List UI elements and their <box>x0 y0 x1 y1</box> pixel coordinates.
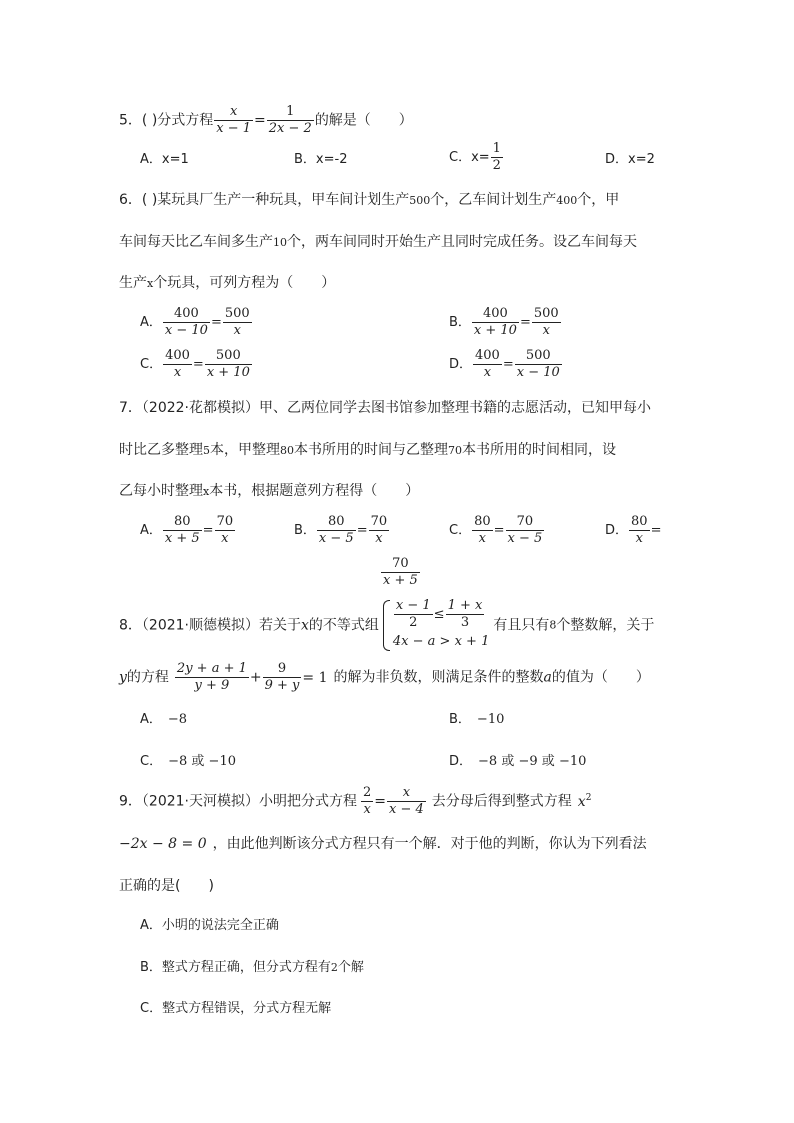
q6-a-num2: 500 <box>224 306 250 321</box>
q7-a-den1: x + 5 <box>164 531 200 546</box>
q6-num-10: 10 <box>273 236 287 249</box>
q7-c-num2: 70 <box>506 514 545 531</box>
q6-a-den2: x <box>233 323 241 338</box>
q6-option-a-label: A． <box>140 315 162 330</box>
q8-option-c-or: 或 <box>191 754 205 769</box>
q6-num-500: 500 <box>409 194 431 207</box>
q7-option-d[interactable] <box>605 514 661 547</box>
q7-c-den2: x − 5 <box>507 531 543 546</box>
q7-d-num1: 80 <box>631 514 648 529</box>
q6-d-num1: 400 <box>475 348 500 363</box>
q7-option-d-label: D． <box>605 523 629 538</box>
q7-a-num2: 70 <box>216 514 234 529</box>
q6-b-den2: x <box>542 323 550 338</box>
q6-line1-a: 6．( )某玩具厂生产一种玩具，甲车间计划生产 <box>119 192 410 208</box>
q8-eq-frac2 <box>263 661 302 694</box>
q8-line2-a: 的方程 <box>126 669 169 686</box>
q9-eq-frac1 <box>361 785 373 818</box>
q6-var-x: x <box>147 277 154 290</box>
q5-option-a[interactable]: A．x=1 <box>140 152 189 167</box>
q7-line2-c: 本书所用的时间与乙整理 <box>294 442 448 458</box>
q7-a-den2: x <box>221 531 229 546</box>
q7-option-b-label: B． <box>294 523 316 538</box>
q9-line-3: 正确的是( ) <box>119 878 214 894</box>
q8-option-d-label: D． <box>449 754 473 769</box>
q9-option-c[interactable]: C．整式方程错误，分式方程无解 <box>140 1001 332 1016</box>
q6-a-num1: 400 <box>163 306 210 323</box>
q6-line3-a: 生产 <box>119 275 147 291</box>
q9-line2-b: ，由此他判断该分式方程只有一个解．对于他的判断，你认为下列看法 <box>212 836 647 852</box>
q8-option-d-value1: −8 <box>478 754 498 769</box>
q9-option-b-text-b: 个解 <box>337 960 364 975</box>
q8-option-b-value: −10 <box>476 712 505 727</box>
q6-line3-b: 个玩具，可列方程为（ ） <box>153 275 336 291</box>
q8-option-c-label: C． <box>140 754 163 769</box>
q8-option-c-value1: −8 <box>168 754 188 769</box>
q7-c-num1: 80 <box>474 514 491 529</box>
q6-option-b[interactable] <box>449 306 562 339</box>
q7-a-frac2 <box>215 514 236 547</box>
q5-eq-sign: = <box>254 112 266 129</box>
q6-line-2 <box>119 232 637 253</box>
q5-frac-lhs <box>214 104 253 137</box>
q8-eq-num1: 2y + a + 1 <box>176 661 247 676</box>
q6-line2-a: 车间每天比乙车间多生产 <box>119 234 273 250</box>
q9-eq-frac2 <box>387 785 426 818</box>
q7-c-eq: = <box>493 523 505 538</box>
q8-num-8: 8 <box>549 618 557 632</box>
q8-var-y: y <box>119 669 127 686</box>
q8-option-c-value2: −10 <box>208 754 236 769</box>
q5-frac-rhs <box>267 104 314 137</box>
q7-a-frac1 <box>163 514 202 547</box>
q7-line-3 <box>119 481 419 502</box>
q7-option-c[interactable] <box>449 514 545 547</box>
q7-d-num2: 70 <box>381 556 420 573</box>
q6-line-3 <box>119 273 335 294</box>
q5-option-b[interactable]: B．x=-2 <box>294 152 348 167</box>
q8-var-x: x <box>301 617 309 634</box>
q6-b-num1: 400 <box>472 306 519 323</box>
q5-option-d[interactable]: D．x=2 <box>605 152 655 167</box>
q6-c-den2: x + 10 <box>206 365 250 380</box>
q7-a-eq: = <box>202 523 214 538</box>
q7-b-num1: 80 <box>317 514 356 531</box>
q8-option-d-or1: 或 <box>501 754 515 769</box>
q5-rhs-den: 2x − 2 <box>268 121 312 136</box>
q6-d-den1: x <box>483 365 492 380</box>
q6-option-d[interactable] <box>449 348 563 381</box>
q6-d-eq: = <box>502 357 514 372</box>
q8-ineq-num1: x − 1 <box>395 598 431 613</box>
q8-line1-b: 的不等式组 <box>308 617 379 634</box>
q8-line-1 <box>119 598 654 653</box>
q8-eq-den1: y + 9 <box>194 678 230 693</box>
q6-option-a[interactable] <box>140 306 253 339</box>
q8-option-a[interactable] <box>140 710 187 730</box>
q8-ineq-row2: 4x − a > x + 1 <box>392 634 490 649</box>
q6-b-frac2 <box>532 306 561 339</box>
q7-num-5: 5 <box>203 444 210 457</box>
q7-line2-a: 时比乙多整理 <box>119 442 203 458</box>
q6-c-num2: 500 <box>205 348 252 365</box>
q7-line3-a: 乙每小时整理 <box>119 483 203 499</box>
q5-stem <box>119 104 413 137</box>
q7-b-num2: 70 <box>370 514 388 529</box>
q6-a-frac1 <box>163 306 210 339</box>
q8-ineq-row1 <box>393 598 489 631</box>
q7-d-den2: x + 5 <box>383 573 418 588</box>
q8-option-d[interactable] <box>449 752 586 772</box>
q9-eq-den2: x − 4 <box>389 802 424 817</box>
q7-c-frac1 <box>472 514 493 547</box>
q6-option-c[interactable] <box>140 348 253 381</box>
q6-option-c-label: C． <box>140 357 163 372</box>
q8-option-d-value3: −10 <box>558 754 587 769</box>
q8-inequality-system <box>383 598 489 653</box>
q6-a-den1: x − 10 <box>164 323 208 338</box>
q8-line1-c: 有且只有 <box>493 617 550 634</box>
q5-option-c-den: 2 <box>492 158 501 173</box>
q6-a-eq: = <box>210 315 222 330</box>
q5-option-c-label: C．x= <box>449 150 490 165</box>
q9-option-b-num: 2 <box>330 961 338 974</box>
q8-ineq-den1: 2 <box>409 615 418 630</box>
q7-a-num1: 80 <box>163 514 202 531</box>
q8-option-d-value2: −9 <box>518 754 538 769</box>
q8-option-c[interactable] <box>140 752 236 772</box>
q8-line2-b: 的解为非负数，则满足条件的整数 <box>333 669 544 686</box>
q5-rhs-num: 1 <box>267 104 314 121</box>
q7-b-den2: x <box>375 531 383 546</box>
q6-line1-b: 个，乙车间计划生产 <box>430 192 557 208</box>
q9-option-a[interactable]: A．小明的说法完全正确 <box>140 918 279 933</box>
q6-d-frac2 <box>515 348 562 381</box>
q7-d-frac2 <box>381 556 420 589</box>
q7-b-frac2 <box>369 514 390 547</box>
q9-eq-sign: = <box>374 793 387 810</box>
q7-d-eq: = <box>650 523 662 538</box>
q7-num-80: 80 <box>280 444 294 457</box>
q9-eq-num2: x <box>387 785 426 802</box>
q6-option-b-label: B． <box>449 315 471 330</box>
q6-line1-c: 个，甲 <box>577 192 620 208</box>
q6-line-1 <box>119 190 619 211</box>
q7-num-70: 70 <box>448 444 462 457</box>
q7-d-frac1 <box>629 514 650 547</box>
q6-b-num2: 500 <box>533 306 559 321</box>
q7-option-b[interactable] <box>294 514 390 547</box>
q6-b-frac1 <box>472 306 519 339</box>
q8-ineq-sign: ≤ <box>433 607 445 622</box>
q7-line-2 <box>119 440 616 461</box>
q7-var-x: x <box>203 485 210 498</box>
q6-a-frac2 <box>223 306 252 339</box>
q5-option-c[interactable] <box>449 141 504 174</box>
q6-c-frac2 <box>205 348 252 381</box>
q6-b-den1: x + 10 <box>473 323 517 338</box>
q6-d-den2: x − 10 <box>516 365 560 380</box>
q8-ineq-frac1 <box>394 598 433 631</box>
q7-line2-d: 本书所用的时间相同，设 <box>462 442 616 458</box>
q8-line1-a: 8．（2021·顺德模拟）若关于 <box>119 617 301 634</box>
q7-b-frac1 <box>317 514 356 547</box>
q6-c-den1: x <box>173 365 182 380</box>
q5-stem-prefix: 5．( )分式方程 <box>119 112 214 129</box>
q7-d-den1: x <box>635 531 643 546</box>
q7-option-d-wrap <box>380 556 421 589</box>
q9-option-b-text-a: B．整式方程正确，但分式方程有 <box>140 960 331 975</box>
q8-eq-rhs: = 1 <box>302 669 328 686</box>
q8-option-d-or2: 或 <box>541 754 555 769</box>
q7-b-eq: = <box>356 523 368 538</box>
q6-d-num2: 500 <box>515 348 562 365</box>
q8-option-b[interactable] <box>449 710 504 730</box>
q9-eq-exponent: 2 <box>585 792 592 803</box>
q8-line2-c: 的值为（ ） <box>551 669 650 686</box>
q8-line-2 <box>119 661 650 694</box>
q8-var-a: a <box>543 669 552 686</box>
q7-c-den1: x <box>478 531 487 546</box>
q5-lhs-num: x <box>214 104 253 121</box>
q7-c-frac2 <box>506 514 545 547</box>
q8-eq-den2: 9 + y <box>264 678 300 693</box>
q8-option-a-value: −8 <box>167 712 188 727</box>
q5-option-c-num: 1 <box>492 141 501 156</box>
q6-b-eq: = <box>519 315 531 330</box>
q5-option-c-frac <box>491 141 503 174</box>
q9-line1-a: 9．（2021·天河模拟）小明把分式方程 <box>119 793 357 810</box>
q9-eq-den1: x <box>363 802 371 817</box>
q9-line1-b: 去分母后得到整式方程 <box>431 793 572 810</box>
q5-lhs-den: x − 1 <box>216 121 252 136</box>
q6-line2-b: 个，两车间同时开始生产且同时完成任务。设乙车间每天 <box>287 234 637 250</box>
q7-line-1: 7．（2022·花都模拟）甲、乙两位同学去图书馆参加整理书籍的志愿活动，已知甲每小 <box>119 400 651 416</box>
q8-line1-d: 个整数解，关于 <box>556 617 655 634</box>
q8-eq-num2: 9 <box>263 661 302 678</box>
q7-option-a[interactable] <box>140 514 236 547</box>
q8-ineq-num2: 1 + x <box>447 598 483 613</box>
q9-line-1 <box>119 785 591 818</box>
q9-eq-x: x <box>577 793 586 810</box>
q5-stem-suffix: 的解是（ ） <box>314 112 413 129</box>
q6-option-d-label: D． <box>449 357 473 372</box>
q8-ineq-frac2 <box>446 598 485 631</box>
q8-option-a-label: A． <box>140 712 162 727</box>
q6-c-num1: 400 <box>165 348 190 363</box>
q8-eq-frac1 <box>175 661 249 694</box>
q9-eq-num1: 2 <box>363 785 372 800</box>
q6-c-eq: = <box>192 357 204 372</box>
q8-option-b-label: B． <box>449 712 471 727</box>
q9-option-b[interactable] <box>140 958 364 978</box>
q6-d-frac1 <box>473 348 502 381</box>
q6-num-400: 400 <box>556 194 578 207</box>
q7-line2-b: 本，甲整理 <box>210 442 280 458</box>
q7-line3-b: 本书，根据题意列方程得（ ） <box>209 483 420 499</box>
q7-option-c-label: C． <box>449 523 472 538</box>
q9-line-2 <box>119 834 647 854</box>
q7-b-den1: x − 5 <box>318 531 354 546</box>
q6-c-frac1 <box>163 348 192 381</box>
q8-eq-plus: + <box>249 669 262 686</box>
q8-ineq-den2: 3 <box>460 615 470 630</box>
q7-option-a-label: A． <box>140 523 162 538</box>
q9-line2-math: −2x − 8 = 0 <box>119 836 207 852</box>
